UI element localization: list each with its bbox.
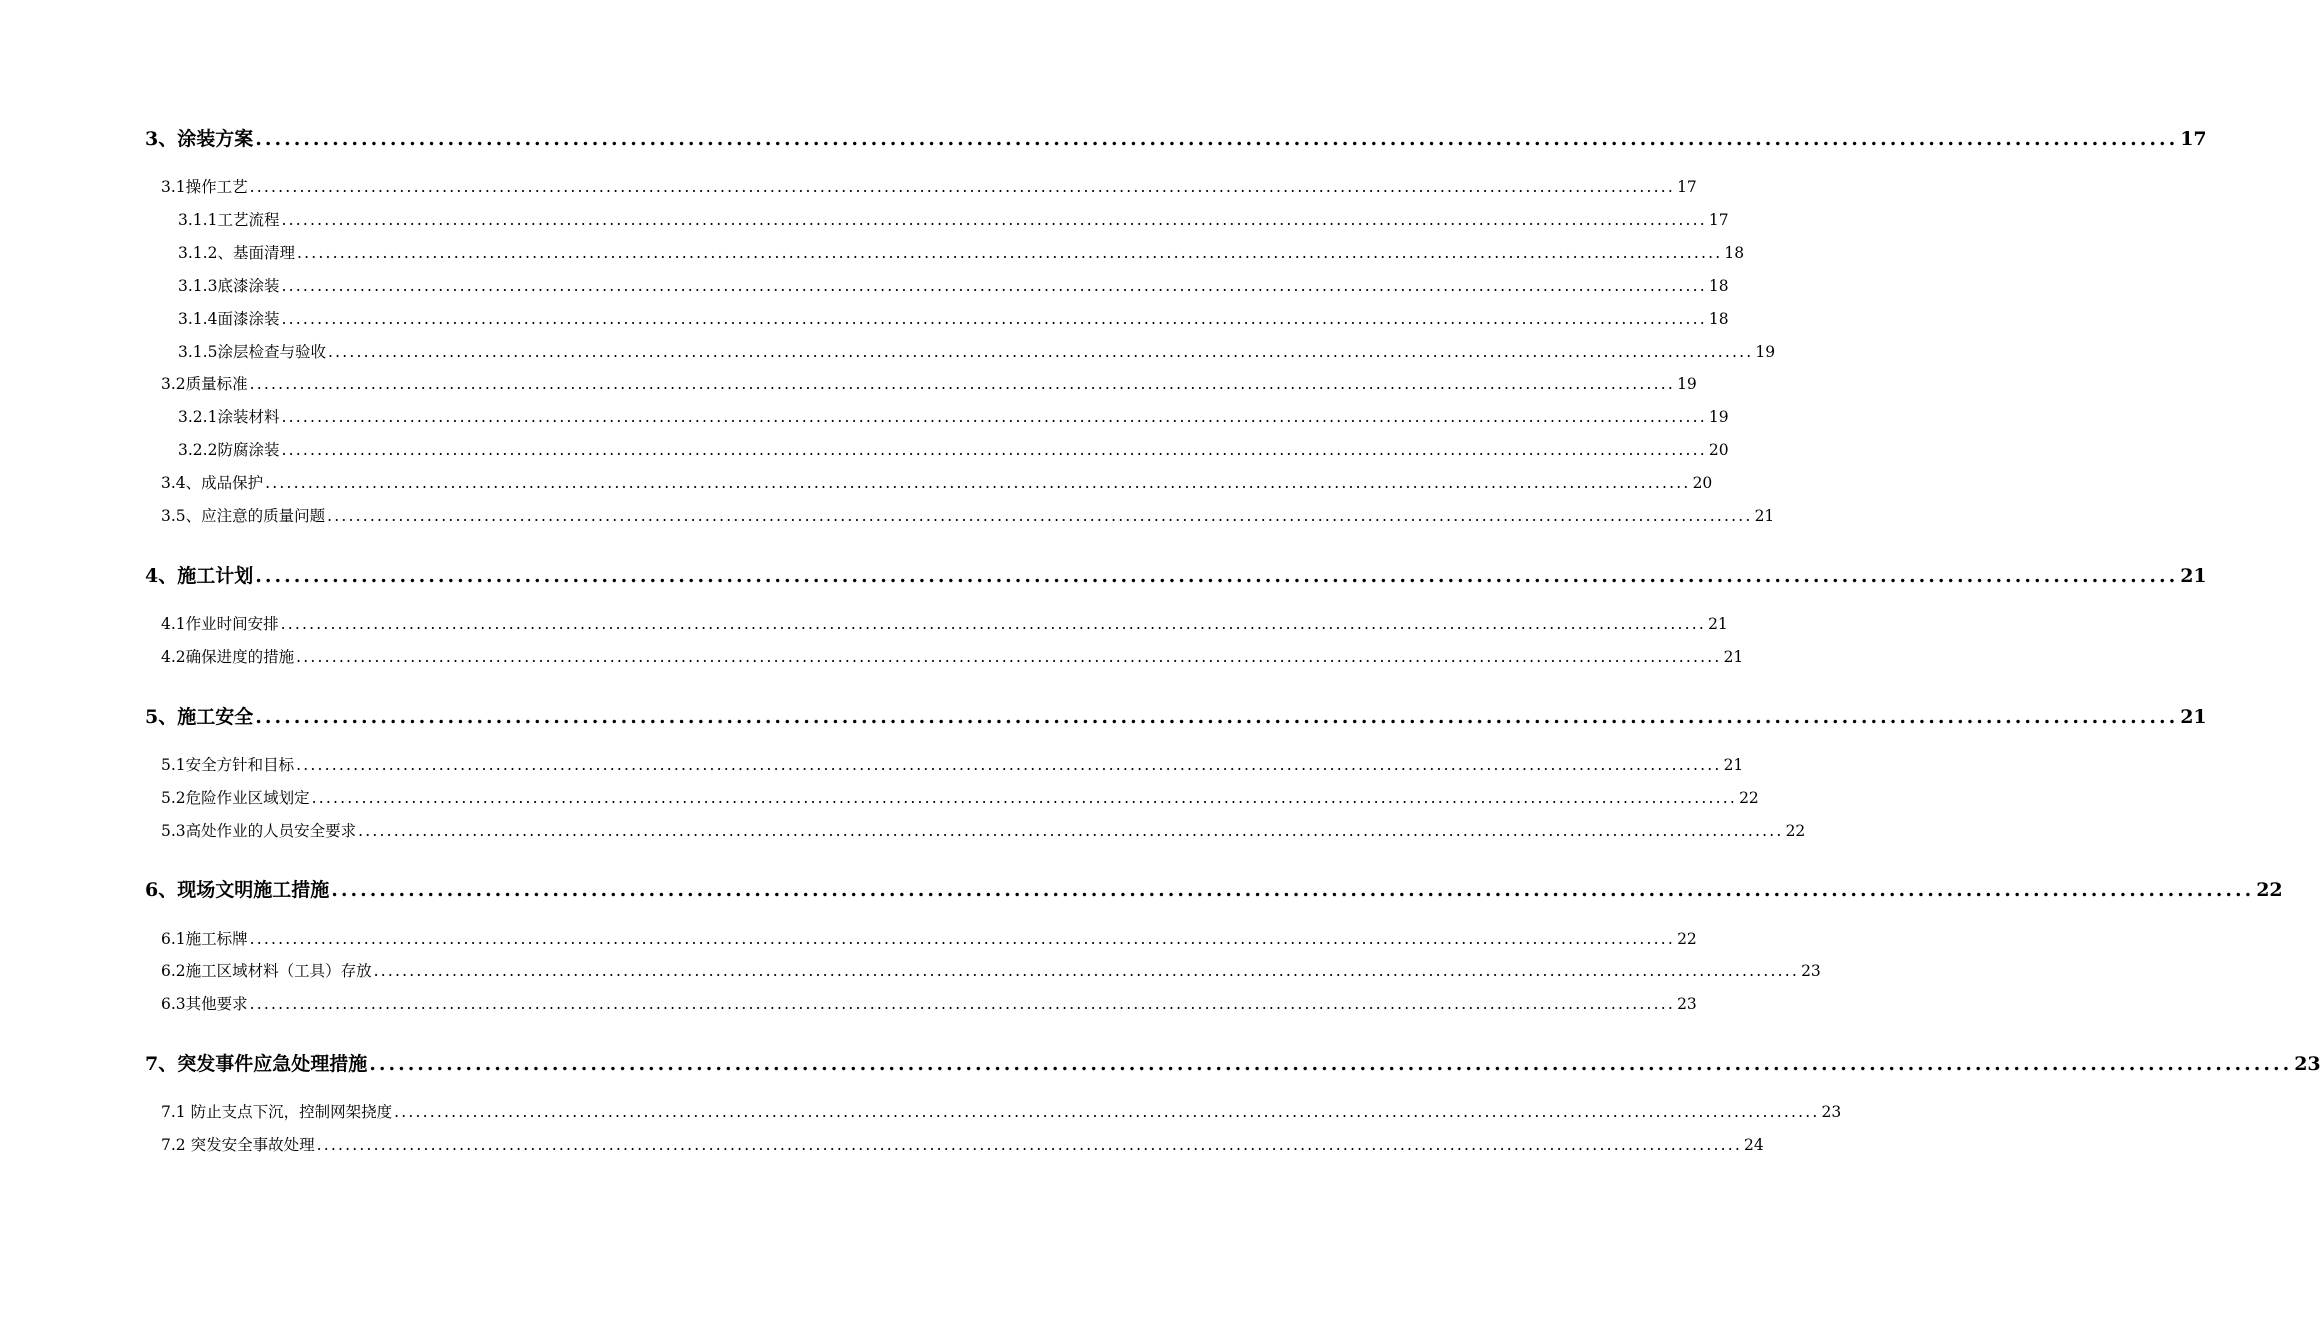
toc-entry-title: 6.3其他要求: [161, 995, 248, 1013]
toc-dot-leader: ........................................................................................................................................................................................................: [280, 615, 1707, 633]
toc-page-number: 18: [1708, 310, 1729, 328]
toc-dot-leader: ........................................................................................................................................................................................................: [327, 343, 1754, 361]
toc-page-number: 21: [2180, 565, 2207, 587]
toc-entry-title: 3.1.4面漆涂装: [178, 310, 280, 328]
toc-page-number: 20: [1708, 441, 1729, 459]
toc-dot-leader: ........................................................................................................................................................................................................: [249, 375, 1676, 393]
toc-dot-leader: ........................................................................................................................................................................................................: [255, 706, 2179, 728]
toc-page-number: 21: [1754, 507, 1775, 525]
toc-dot-leader: ........................................................................................................................................................................................................: [249, 995, 1676, 1013]
toc-page-number: 21: [1708, 615, 1728, 633]
toc-section-entry[interactable]: [178, 241, 1745, 265]
toc-entry-title: 3、涂装方案: [145, 128, 254, 150]
toc-section-entry[interactable]: [161, 372, 1697, 396]
toc-page-number: 23: [1677, 995, 1697, 1013]
toc-chapter-entry[interactable]: [145, 562, 2207, 590]
toc-page-number: 22: [1739, 789, 1759, 807]
toc-dot-leader: ........................................................................................................................................................................................................: [327, 507, 1753, 525]
toc-entry-title: 6.1施工标牌: [161, 930, 248, 948]
toc-page-number: 23: [2294, 1053, 2321, 1075]
toc-dot-leader: ........................................................................................................................................................................................................: [296, 756, 1722, 774]
toc-entry-title: 3.4、成品保护: [161, 474, 264, 492]
toc-section-entry[interactable]: [161, 1100, 1842, 1124]
toc-section-entry[interactable]: [178, 208, 1729, 232]
toc-section-entry[interactable]: [161, 471, 1713, 495]
toc-entry-title: 3.2.1涂装材料: [178, 408, 280, 426]
toc-dot-leader: ........................................................................................................................................................................................................: [281, 408, 1707, 426]
toc-section-entry[interactable]: [178, 405, 1729, 429]
toc-dot-leader: ........................................................................................................................................................................................................: [296, 244, 1723, 262]
toc-page-number: 22: [1677, 930, 1697, 948]
toc-page-number: 19: [1708, 408, 1729, 426]
toc-entry-title: 5.1安全方针和目标: [161, 756, 295, 774]
toc-page-number: 17: [1708, 211, 1729, 229]
toc-section-entry[interactable]: [161, 1133, 1764, 1157]
toc-dot-leader: ........................................................................................................................................................................................................: [316, 1136, 1742, 1154]
toc-section-entry[interactable]: [161, 175, 1697, 199]
toc-dot-leader: ........................................................................................................................................................................................................: [249, 178, 1676, 196]
toc-dot-leader: ........................................................................................................................................................................................................: [255, 565, 2179, 587]
toc-section-entry[interactable]: [178, 307, 1729, 331]
toc-entry-title: 3.5、应注意的质量问题: [161, 507, 326, 525]
toc-entry-title: 7、突发事件应急处理措施: [145, 1053, 368, 1075]
toc-page-number: 21: [1723, 756, 1744, 774]
toc-page-number: 19: [1755, 343, 1776, 361]
toc-entry-title: 3.2质量标准: [161, 375, 248, 393]
toc-dot-leader: ........................................................................................................................................................................................................: [369, 1053, 2293, 1075]
toc-dot-leader: ........................................................................................................................................................................................................: [394, 1103, 1820, 1121]
toc-page-number: 20: [1692, 474, 1713, 492]
toc-page-number: 19: [1677, 375, 1697, 393]
toc-section-entry[interactable]: [161, 645, 1744, 669]
toc-dot-leader: ........................................................................................................................................................................................................: [296, 648, 1722, 666]
toc-dot-leader: ........................................................................................................................................................................................................: [249, 930, 1676, 948]
toc-section-entry[interactable]: [161, 504, 1775, 528]
toc-entry-title: 7.2 突发安全事故处理: [161, 1136, 315, 1154]
toc-entry-title: 5、施工安全: [145, 706, 254, 728]
toc-page-number: 22: [1785, 822, 1806, 840]
toc-entry-title: 3.1.3底漆涂装: [178, 277, 280, 295]
toc-entry-title: 6、现场文明施工措施: [145, 879, 330, 901]
toc-entry-title: 7.1 防止支点下沉，控制网架挠度: [161, 1103, 393, 1121]
toc-entry-title: 6.2施工区域材料（工具）存放: [161, 962, 372, 980]
toc-dot-leader: ........................................................................................................................................................................................................: [281, 441, 1707, 459]
toc-entry-title: 3.1.5涂层检查与验收: [178, 343, 326, 361]
toc-chapter-entry[interactable]: [145, 703, 2207, 731]
toc-page-number: 21: [1723, 648, 1744, 666]
toc-chapter-entry[interactable]: [145, 876, 2283, 904]
toc-entry-title: 3.1.2、基面清理: [178, 244, 295, 262]
toc-dot-leader: ........................................................................................................................................................................................................: [281, 211, 1707, 229]
toc-entry-title: 3.2.2防腐涂装: [178, 441, 280, 459]
toc-dot-leader: ........................................................................................................................................................................................................: [281, 277, 1707, 295]
toc-entry-title: 5.2危险作业区域划定: [161, 789, 310, 807]
toc-section-entry[interactable]: [178, 274, 1729, 298]
toc-dot-leader: ........................................................................................................................................................................................................: [281, 310, 1707, 328]
toc-chapter-entry[interactable]: [145, 125, 2207, 153]
toc-page-number: 21: [2180, 706, 2207, 728]
toc-section-entry[interactable]: [161, 959, 1821, 983]
toc-page-number: 23: [1821, 1103, 1842, 1121]
toc-entry-title: 4、施工计划: [145, 565, 254, 587]
toc-dot-leader: ........................................................................................................................................................................................................: [373, 962, 1800, 980]
toc-dot-leader: ........................................................................................................................................................................................................: [331, 879, 2255, 901]
toc-dot-leader: ........................................................................................................................................................................................................: [265, 474, 1691, 492]
toc-page-number: 18: [1724, 244, 1745, 262]
toc-section-entry[interactable]: [161, 786, 1759, 810]
toc-page-number: 18: [1708, 277, 1729, 295]
toc-dot-leader: ........................................................................................................................................................................................................: [255, 128, 2179, 150]
toc-entry-title: 5.3高处作业的人员安全要求: [161, 822, 357, 840]
toc-section-entry[interactable]: [178, 340, 1776, 364]
toc-entry-title: 3.1操作工艺: [161, 178, 248, 196]
toc-section-entry[interactable]: [161, 992, 1697, 1016]
toc-page-number: 22: [2256, 879, 2283, 901]
toc-page-number: 17: [1677, 178, 1697, 196]
toc-section-entry[interactable]: [161, 612, 1728, 636]
toc-entry-title: 4.1作业时间安排: [161, 615, 279, 633]
toc-entry-title: 3.1.1工艺流程: [178, 211, 280, 229]
toc-page-number: 24: [1743, 1136, 1764, 1154]
toc-entry-title: 4.2确保进度的措施: [161, 648, 295, 666]
toc-page-number: 23: [1801, 962, 1821, 980]
toc-dot-leader: ........................................................................................................................................................................................................: [358, 822, 1784, 840]
toc-section-entry[interactable]: [178, 438, 1729, 462]
toc-chapter-entry[interactable]: [145, 1050, 2321, 1078]
toc-dot-leader: ........................................................................................................................................................................................................: [311, 789, 1738, 807]
toc-section-entry[interactable]: [161, 753, 1744, 777]
toc-section-entry[interactable]: [161, 927, 1697, 951]
toc-section-entry[interactable]: [161, 819, 1806, 843]
toc-page-number: 17: [2180, 128, 2207, 150]
